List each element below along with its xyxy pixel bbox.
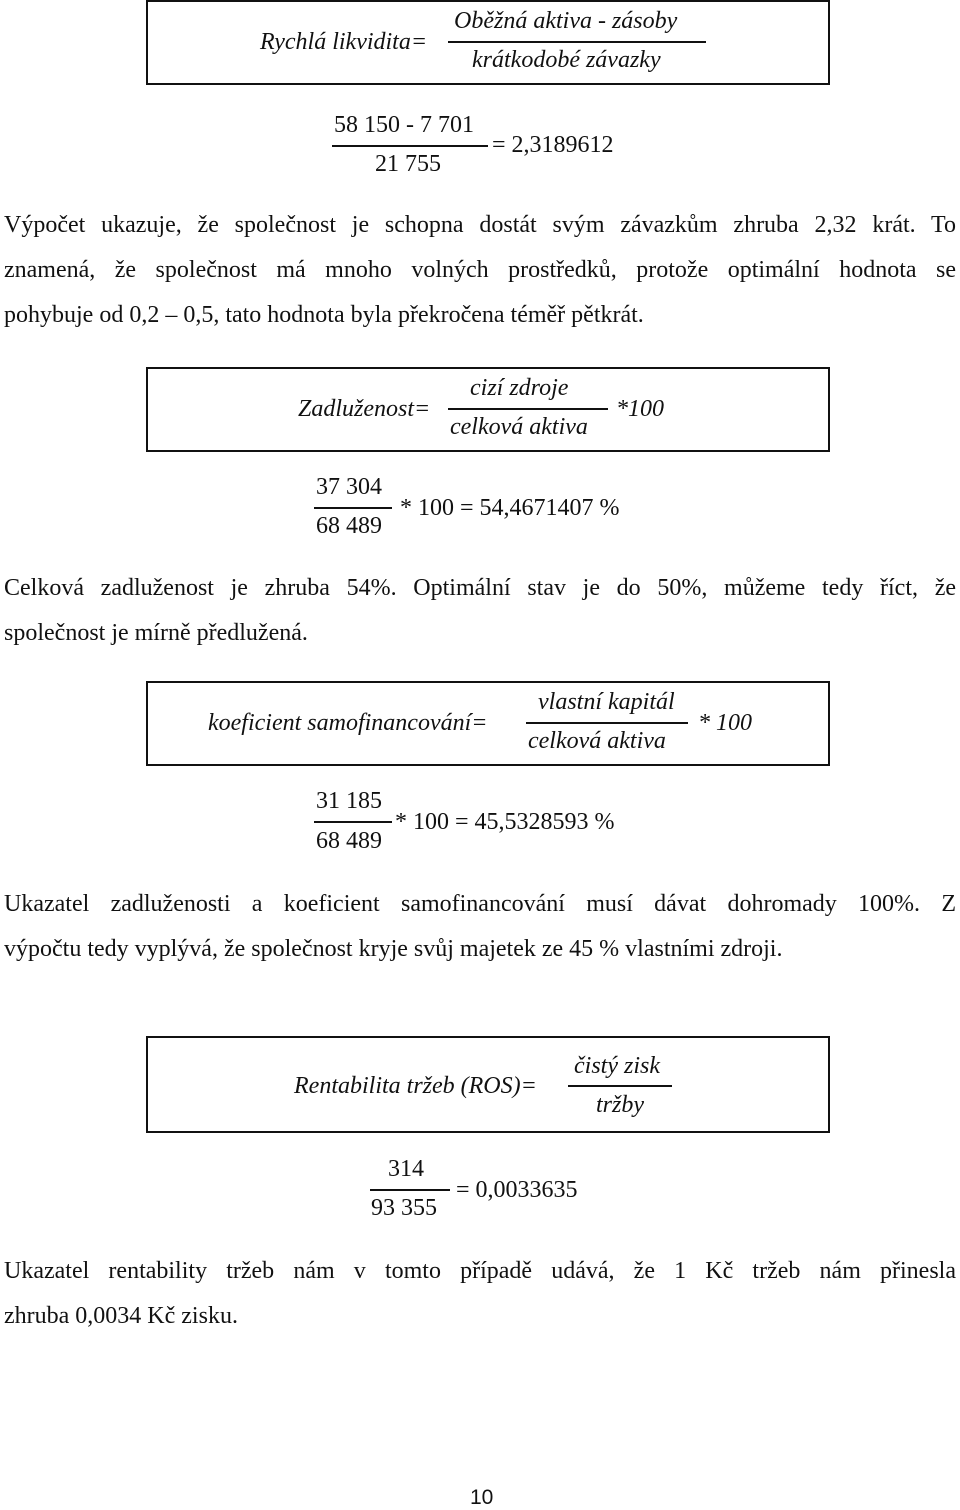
- calc-numerator: 58 150 - 7 701: [334, 112, 474, 138]
- paragraph-line: společnost je mírně předlužená.: [4, 620, 308, 646]
- fraction-bar: [526, 722, 688, 724]
- formula-numerator: vlastní kapitál: [538, 689, 675, 715]
- paragraph-line: Celková zadluženost je zhruba 54%. Optimální stav je do 50%, můžeme tedy říct, že: [4, 575, 956, 601]
- formula-box-quick-liquidity: [146, 0, 830, 85]
- calc-denominator: 68 489: [316, 828, 382, 854]
- paragraph-line: výpočtu tedy vyplývá, že společnost kryje svůj majetek ze 45 % vlastními zdroji.: [4, 936, 783, 962]
- paragraph-debt-ratio: [4, 566, 956, 656]
- paragraph-line: zhruba 0,0034 Kč zisku.: [4, 1303, 238, 1329]
- formula-numerator: cizí zdroje: [470, 375, 569, 401]
- calc-denominator: 68 489: [316, 513, 382, 539]
- formula-box-debt-ratio: [146, 367, 830, 452]
- calc-numerator: 31 185: [316, 788, 382, 814]
- paragraph-line: Ukazatel rentability tržeb nám v tomto případě udává, že 1 Kč tržeb nám přinesla: [4, 1258, 956, 1284]
- formula-box-self-financing: [146, 681, 830, 766]
- calc-numerator: 314: [388, 1156, 424, 1182]
- formula-label: koeficient samofinancování=: [208, 710, 488, 736]
- calc-result: = 0,0033635: [456, 1177, 578, 1203]
- formula-denominator: krátkodobé závazky: [472, 47, 661, 73]
- paragraph-self-financing: [4, 882, 956, 972]
- calc-result: * 100 = 45,5328593 %: [395, 809, 615, 835]
- fraction-bar: [332, 145, 488, 147]
- paragraph-line: pohybuje od 0,2 – 0,5, tato hodnota byla překročena téměř pětkrát.: [4, 302, 644, 328]
- paragraph-line: Výpočet ukazuje, že společnost je schopna dostát svým závazkům zhruba 2,32 krát. To: [4, 212, 956, 238]
- formula-label: Rentabilita tržeb (ROS)=: [294, 1073, 537, 1099]
- formula-denominator: celková aktiva: [450, 414, 588, 440]
- fraction-bar: [370, 1189, 450, 1191]
- paragraph-return-on-sales: [4, 1249, 956, 1339]
- calc-result: = 2,3189612: [492, 132, 614, 158]
- paragraph-quick-liquidity: [4, 203, 956, 338]
- fraction-bar: [448, 41, 706, 43]
- calc-result: * 100 = 54,4671407 %: [400, 495, 620, 521]
- formula-box-return-on-sales: [146, 1036, 830, 1133]
- calc-numerator: 37 304: [316, 474, 382, 500]
- formula-label: Rychlá likvidita=: [260, 29, 428, 55]
- fraction-bar: [568, 1085, 672, 1087]
- paragraph-line: Ukazatel zadluženosti a koeficient samofinancování musí dávat dohromady 100%. Z: [4, 891, 956, 917]
- fraction-bar: [314, 821, 392, 823]
- formula-label: Zadluženost=: [298, 396, 431, 422]
- formula-numerator: čistý zisk: [574, 1053, 660, 1079]
- formula-denominator: tržby: [596, 1092, 644, 1118]
- formula-suffix: *100: [616, 396, 664, 422]
- paragraph-line: znamená, že společnost má mnoho volných prostředků, protože optimální hodnota se: [4, 257, 956, 283]
- formula-numerator: Oběžná aktiva - zásoby: [454, 8, 678, 34]
- formula-suffix: * 100: [698, 710, 752, 736]
- calc-denominator: 21 755: [375, 151, 441, 177]
- fraction-bar: [448, 408, 608, 410]
- page-number: 10: [470, 1486, 494, 1509]
- fraction-bar: [314, 507, 392, 509]
- formula-denominator: celková aktiva: [528, 728, 666, 754]
- calc-denominator: 93 355: [371, 1195, 437, 1221]
